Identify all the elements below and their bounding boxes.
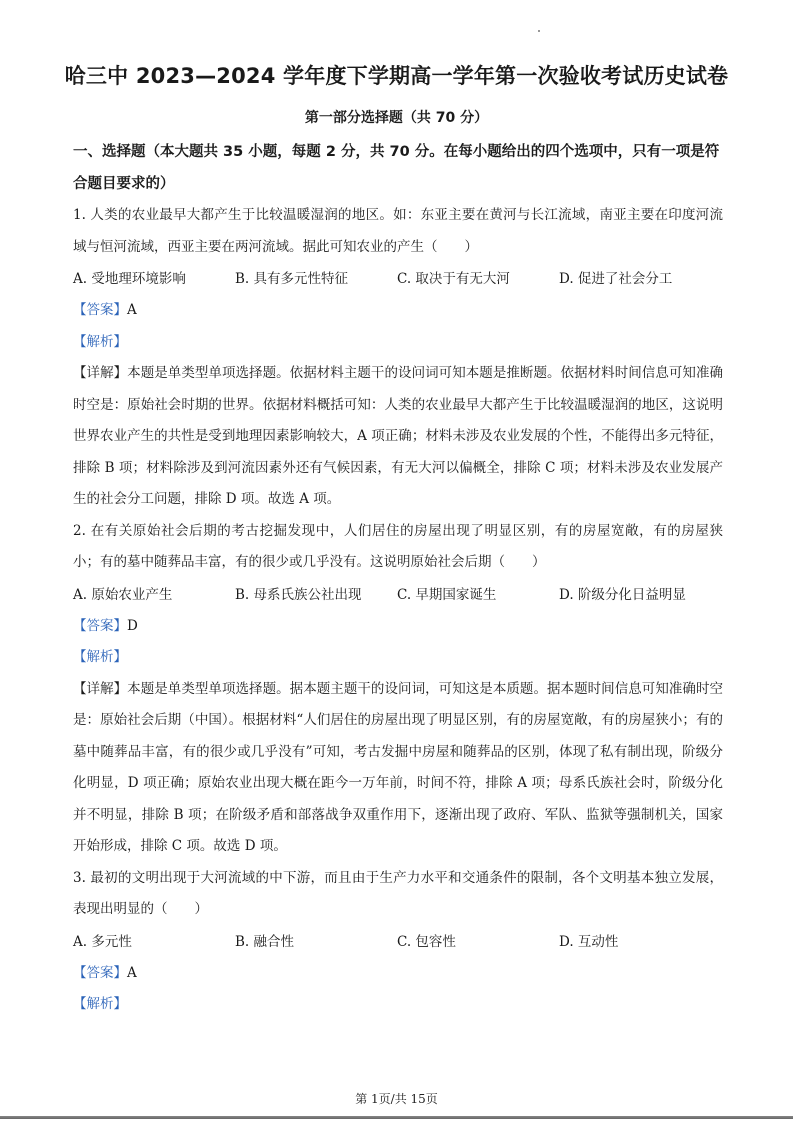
option-b: B. 母系氏族公社出现 <box>235 586 362 603</box>
answer-label: 【答案】 <box>73 302 127 318</box>
option-d: D. 互动性 <box>559 933 619 950</box>
analysis-line <box>73 989 723 1021</box>
option-c: C. 早期国家诞生 <box>397 586 497 603</box>
option-c: C. 包容性 <box>397 933 456 950</box>
answer-line <box>73 611 723 643</box>
answer-value: A <box>127 302 137 318</box>
option-a: A. 原始农业产生 <box>73 586 173 603</box>
analysis-label: 【解析】 <box>73 333 127 350</box>
question-options <box>73 579 723 611</box>
question-stem: 1. 人类的农业最早大都产生于比较温暖湿润的地区。如：东亚主要在黄河与长江流域，南亚主要在印度河流域与恒河流域，西亚主要在两河流域。据此可知农业的产生（ ） <box>73 207 723 255</box>
answer-label: 【答案】 <box>73 617 127 634</box>
option-a: A. 多元性 <box>73 933 132 950</box>
detail-paragraph <box>73 358 723 516</box>
footer-divider <box>0 1116 793 1119</box>
question-options <box>73 926 723 958</box>
option-a: A. 受地理环境影响 <box>73 271 186 287</box>
question-2 <box>73 516 723 863</box>
section-heading: 一、选择题（本大题共 35 小题，每题 2 分，共 70 分。在每小题给出的四个选项中，只有一项是符合题目要求的） <box>73 144 720 192</box>
question-3 <box>73 863 723 1021</box>
option-b: B. 融合性 <box>235 933 295 950</box>
answer-value: A <box>127 964 137 981</box>
option-d: D. 阶级分化日益明显 <box>559 586 686 603</box>
option-d: D. 促进了社会分工 <box>559 271 673 287</box>
detail-paragraph <box>73 674 723 863</box>
answer-line <box>73 295 723 327</box>
question-stem: 3. 最初的文明出现于大河流域的中下游，而且由于生产力水平和交通条件的限制，各个文明基本独立发展，表现出明显的（ ） <box>73 869 723 917</box>
option-b: B. 具有多元性特征 <box>235 271 349 287</box>
detail-label: 【详解】 <box>73 365 128 381</box>
answer-label: 【答案】 <box>73 964 127 981</box>
option-c: C. 取决于有无大河 <box>397 271 510 287</box>
page-footer: 第 1页/共 15页 <box>355 1092 438 1106</box>
exam-content <box>73 136 723 1021</box>
detail-text: 本题是单类型单项选择题。据本题主题干的设问词，可知这是本质题。据本题时间信息可知准确时空是：原始社会后期（中国）。根据材料“人们居住的房屋出现了明显区别，有的房屋宽敞，有的房屋狭小；有的墓中随葬品丰富，有的很少或几乎没有”可知，考古发掘中房屋和随葬品的区别，体现了私有制出现，阶级分化明显，D 项正确；原始农业出现大概在距今一万年前，时间不符，排除 A 项；母系氏族社会时，阶级分化并不明显，排除 B 项；在阶级矛盾和部落战争双重作用下，逐渐出现了政府、军队、监狱等强制机关，国家开始形成，排除 C 项。故选 D 项。 <box>73 680 724 854</box>
part-title: 第一部分选择题（共 70 分） <box>304 110 489 126</box>
analysis-label: 【解析】 <box>73 649 127 665</box>
analysis-label: 【解析】 <box>73 996 127 1012</box>
analysis-line <box>73 642 723 674</box>
detail-text: 本题是单类型单项选择题。依据材料主题干的设问词可知本题是推断题。依据材料时间信息可知准确时空是：原始社会时期的世界。依据材料概括可知：人类的农业最早大都产生于比较温暖湿润的地区，这说明世界农业产生的共性是受到地理因素影响较大，A 项正确；材料未涉及农业发展的个性，不能得出多元特征，排除 B 项；材料除涉及到河流因素外还有气候因素，有无大河以偏概全，排除 C 项；材料未涉及农业发展产生的社会分工问题，排除 D 项。故选 A 项。 <box>73 365 724 507</box>
detail-label: 【详解】 <box>73 680 128 697</box>
exam-title: 哈三中 2023—2024 学年度下学期高一学年第一次验收考试历史试卷 <box>64 64 729 88</box>
answer-line <box>73 958 723 990</box>
question-1 <box>73 200 723 516</box>
answer-value: D <box>127 617 138 634</box>
analysis-line <box>73 327 723 359</box>
question-stem: 2. 在有关原始社会后期的考古挖掘发现中，人们居住的房屋出现了明显区别，有的房屋宽敞，有的房屋狭小；有的墓中随葬品丰富，有的很少或几乎没有。这说明原始社会后期（ ） <box>73 522 723 570</box>
question-options <box>73 263 723 295</box>
page-dot <box>538 30 540 32</box>
